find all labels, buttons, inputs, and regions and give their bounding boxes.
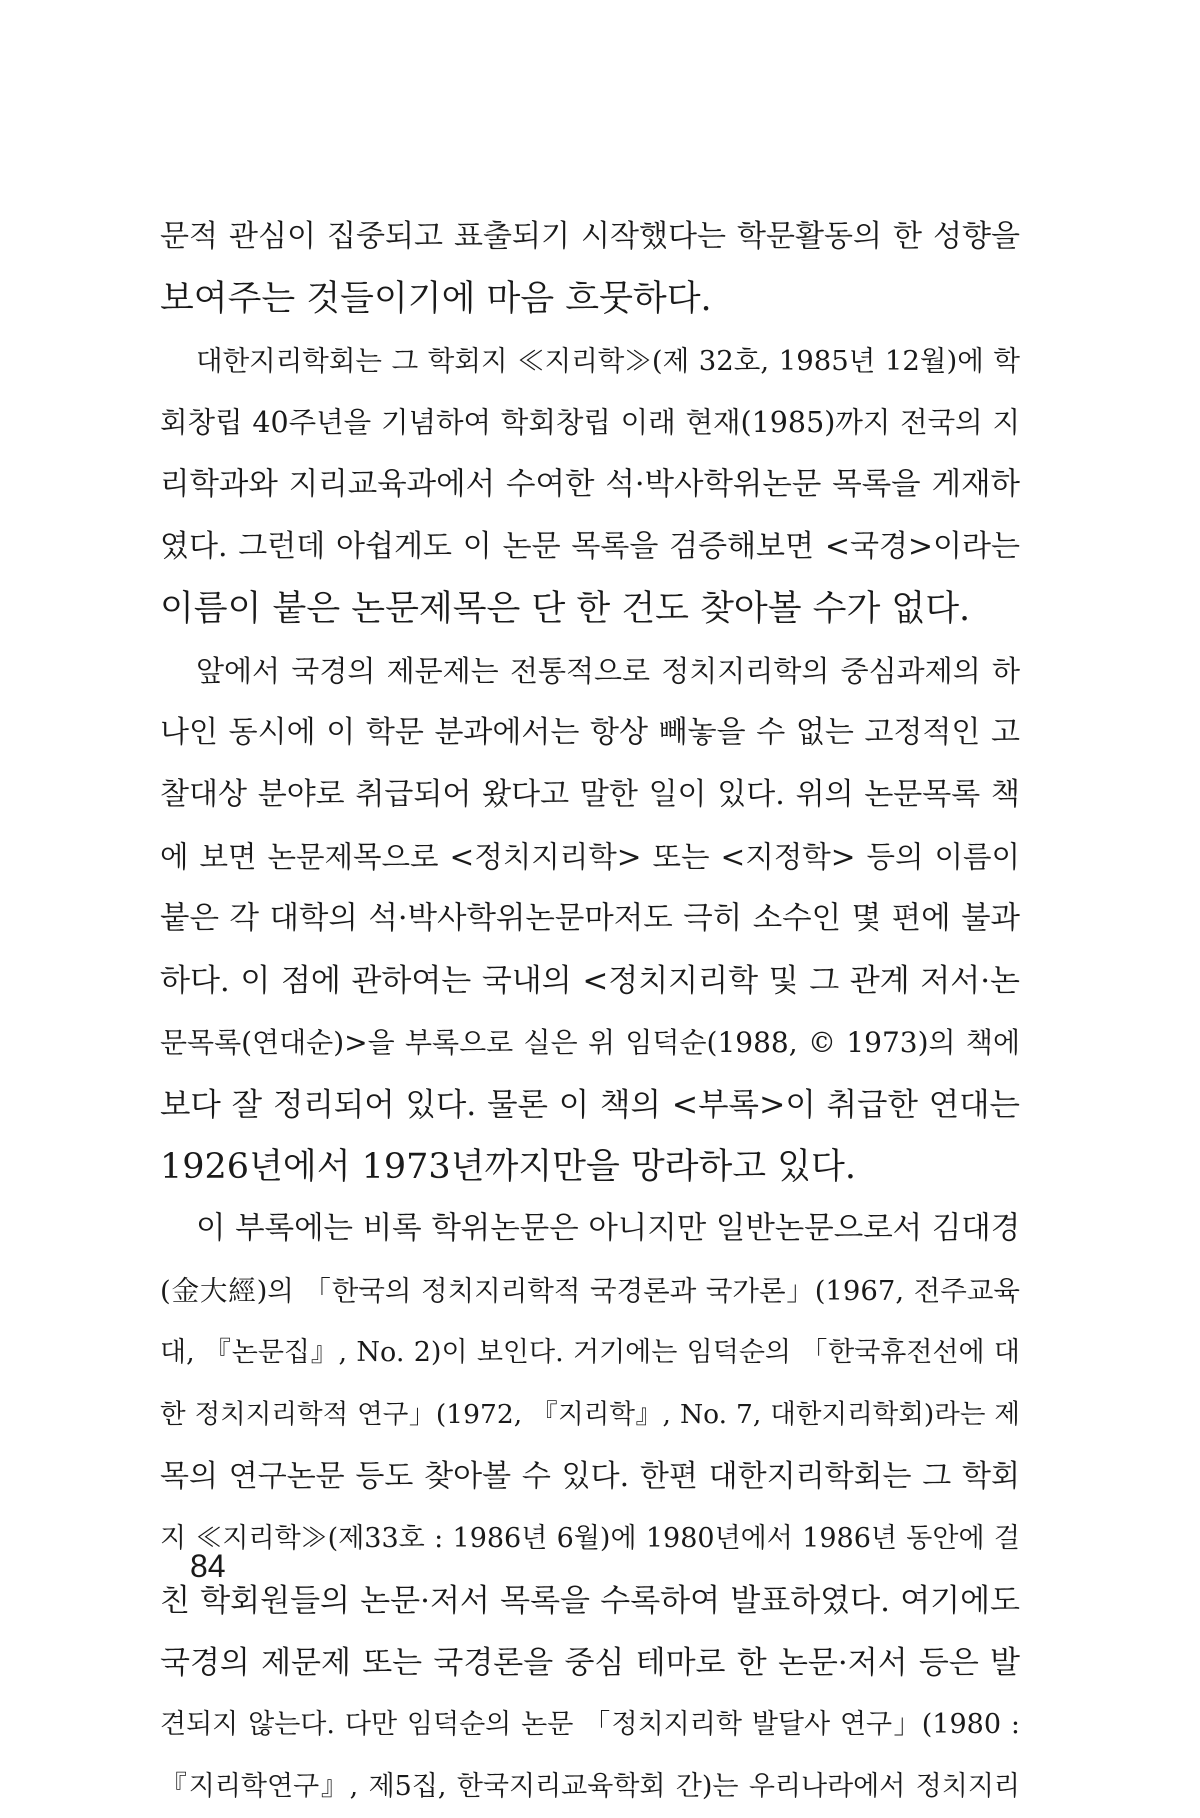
text-line: 문적 관심이 집중되고 표출되기 시작했다는 학문활동의 한 성향을 — [160, 219, 1020, 254]
text-line: 대한지리학회는 그 학회지 ≪지리학≫(제 32호, 1985년 12월)에 학 — [196, 345, 1020, 377]
text-line: 에 보면 논문제목으로 <정치지리학> 또는 <지정학> 등의 이름이 — [160, 840, 1020, 874]
text-line: 1926년에서 1973년까지만을 망라하고 있다. — [160, 1147, 856, 1187]
text-line: 대, 『논문집』, No. 2)이 보인다. 거기에는 임덕순의 「한국휴전선에 대 — [160, 1337, 1020, 1368]
text-line: 이름이 붙은 논문제목은 단 한 건도 찾아볼 수가 없다. — [160, 589, 971, 629]
text-line: 이 부록에는 비록 학위논문은 아니지만 일반논문으로서 김대경 — [196, 1211, 1020, 1246]
text-line: 였다. 그런데 아쉽게도 이 논문 목록을 검증해보면 <국경>이라는 — [160, 529, 1020, 564]
text-line: 리학과와 지리교육과에서 수여한 석·박사학위논문 목록을 게재하 — [160, 467, 1020, 502]
text-line: 견되지 않는다. 다만 임덕순의 논문 「정치지리학 발달사 연구」(1980 : — [160, 1709, 1020, 1740]
text-line: 국경의 제문제 또는 국경론을 중심 테마로 한 논문·저서 등은 발 — [160, 1645, 1020, 1681]
text-line: 친 학회원들의 논문·저서 목록을 수록하여 발표하였다. 여기에도 — [160, 1583, 1020, 1619]
text-line: 나인 동시에 이 학문 분과에서는 항상 빼놓을 수 없는 고정적인 고 — [160, 715, 1020, 750]
text-line: 한 정치지리학적 연구」(1972, 『지리학』, No. 7, 대한지리학회)라는 제 — [160, 1399, 1020, 1430]
page-number: 84 — [190, 1548, 226, 1584]
text-line: 문목록(연대순)>을 부록으로 실은 위 임덕순(1988, © 1973)의 책에 — [160, 1026, 1020, 1059]
text-line: 보다 잘 정리되어 있다. 물론 이 책의 <부록>이 취급한 연대는 — [160, 1087, 1020, 1123]
text-line: 보여주는 것들이기에 마음 흐뭇하다. — [160, 279, 712, 319]
body-text — [160, 206, 1020, 1818]
text-line: 찰대상 분야로 취급되어 왔다고 말한 일이 있다. 위의 논문목록 책 — [160, 777, 1020, 812]
text-line: 회창립 40주년을 기념하여 학회창립 이래 현재(1985)까지 전국의 지 — [160, 406, 1020, 439]
text-line: 『지리학연구』, 제5집, 한국지리교육학회 간)는 우리나라에서 정치지리 — [160, 1771, 1020, 1802]
text-line: 목의 연구논문 등도 찾아볼 수 있다. 한편 대한지리학회는 그 학회 — [160, 1459, 1020, 1494]
text-line: 붙은 각 대학의 석·박사학위논문마저도 극히 소수인 몇 편에 불과 — [160, 901, 1020, 936]
text-line: (金大經)의 「한국의 정치지리학적 국경론과 국가론」(1967, 전주교육 — [160, 1275, 1020, 1307]
text-line: 하다. 이 점에 관하여는 국내의 <정치지리학 및 그 관계 저서·논 — [160, 963, 1020, 999]
text-line: 앞에서 국경의 제문제는 전통적으로 정치지리학의 중심과제의 하 — [196, 654, 1020, 688]
text-line: 지 ≪지리학≫(제33호 : 1986년 6월)에 1980년에서 1986년 동안에 걸 — [160, 1523, 1020, 1554]
